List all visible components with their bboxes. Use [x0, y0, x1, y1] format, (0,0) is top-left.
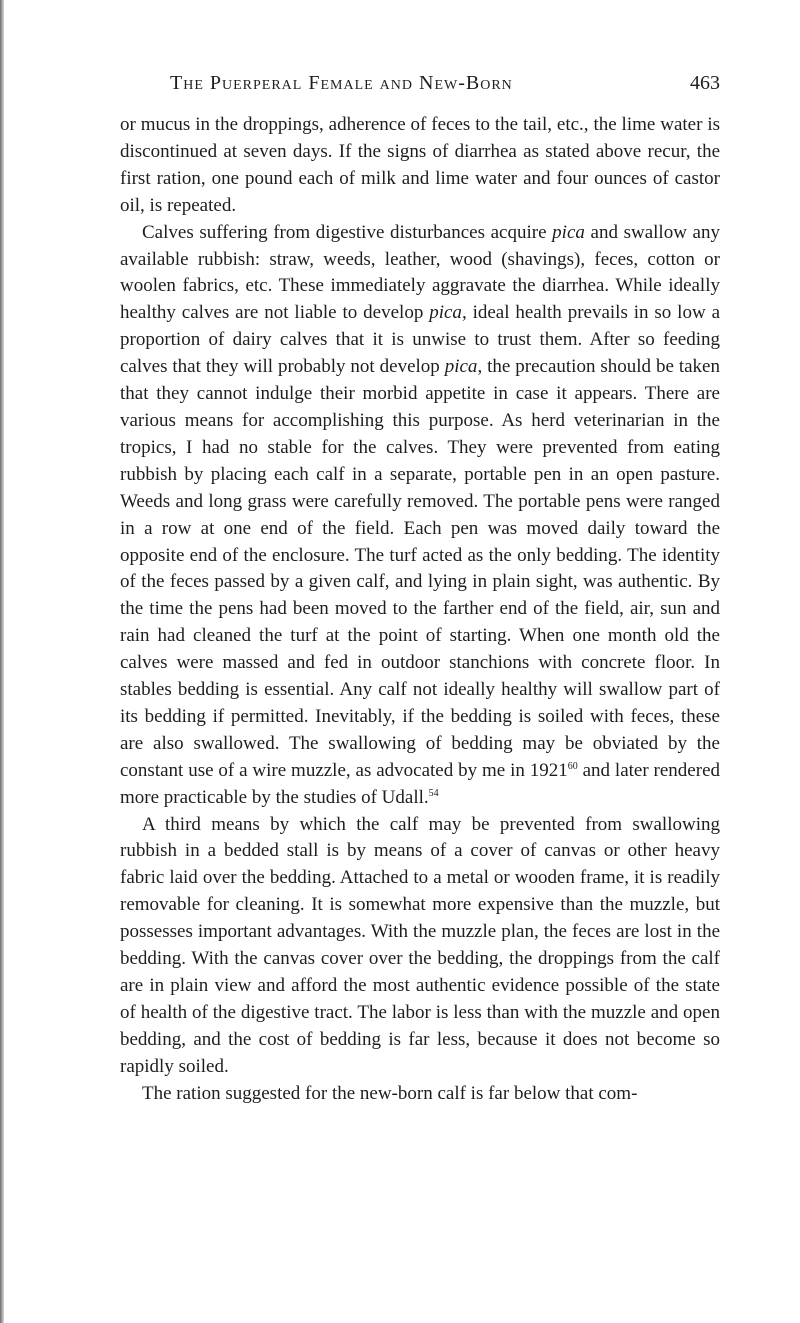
- page-number: 463: [690, 72, 720, 94]
- italic-term-pica: pica: [444, 356, 478, 378]
- body-text: [120, 112, 720, 1108]
- running-head: The Puerperal Female and New-Born: [170, 72, 513, 94]
- text-run: , ideal health prevails in so low a proportion of dairy calves that it is unwise to trust them. After so feeding calves that they will probably not develop: [120, 302, 720, 378]
- page-binding-edge: [0, 0, 4, 1323]
- paragraph-2: [120, 220, 720, 812]
- italic-term-pica: pica: [429, 302, 462, 324]
- paragraph-4: The ration suggested for the new-born calf is far below that com-: [142, 1082, 638, 1104]
- italic-term-pica: pica: [552, 221, 585, 243]
- text-run: Calves suffering from digestive disturbances acquire: [142, 221, 553, 243]
- reference-superscript: 60: [567, 760, 578, 772]
- reference-superscript: 54: [428, 787, 439, 799]
- paragraph-3: A third means by which the calf may be prevented from swallowing rubbish in a bedded stall is by means of a cover of canvas or other heavy fabric laid over the bedding. Attached to a metal or wooden frame, it is readily removable for cleaning. It is somewhat more expensive than the muzzle, but possesses important advantages. With the muzzle plan, the feces are lost in the bedding. With the canvas cover over the bedding, the droppings from the calf are in plain view and afford the most authentic evidence possible of the state of health of the digestive tract. The labor is less than with the muzzle and open bedding, and the cost of bedding is far less, because it does not become so rapidly soiled.: [120, 813, 720, 1077]
- text-run: and later rendered more practicable by the studies of Udall.: [120, 759, 720, 808]
- paragraph-1: or mucus in the droppings, adherence of feces to the tail, etc., the lime water is discontinued at seven days. If the signs of diarrhea as stated above recur, the first ration, one pound each of milk and lime water and four ounces of castor oil, is repeated.: [120, 114, 720, 216]
- text-run: and swallow any available rubbish: straw, weeds, leather, wood (shavings), feces, cotton or woolen fabrics, etc. These immediately aggravate the diarrhea. While ideally healthy calves are not liable to develop: [120, 221, 720, 324]
- text-run: , the precaution should be taken that they cannot indulge their morbid appetite in case it appears. There are various means for accomplishing this purpose. As herd veterinarian in the tropics, I had no stable for the calves. They were prevented from eating rubbish by placing each calf in a separate, portable pen in an open pasture. Weeds and long grass were carefully removed. The portable pens were ranged in a row at one end of the field. Each pen was moved daily toward the opposite end of the enclosure. The turf acted as the only bedding. The identity of the feces passed by a given calf, and lying in plain sight, was authentic. By the time the pens had been moved to the farther end of the field, air, sun and rain had cleaned the turf at the point of starting. When one month old the calves were massed and fed in outdoor stanchions with concrete floor. In stables bedding is essential. Any calf not ideally healthy will swallow part of its bedding if permitted. Inevitably, if the bedding is soiled with feces, these are also swallowed. The swallowing of bedding may be obviated by the constant use of a wire muzzle, as advocated by me in 1921: [120, 356, 720, 781]
- page-header: [120, 72, 720, 102]
